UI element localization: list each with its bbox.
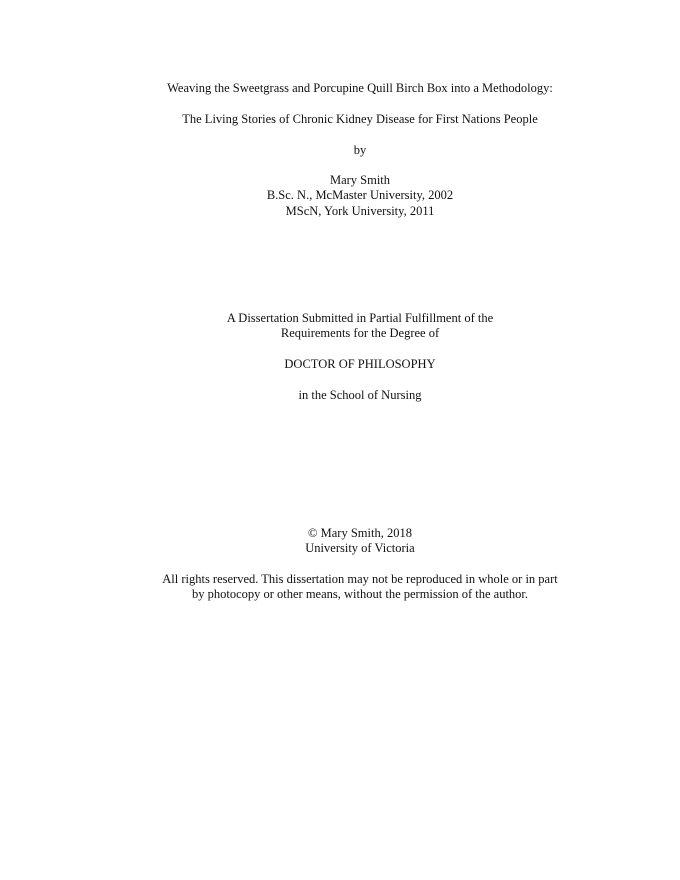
- prior-degree-1: B.Sc. N., McMaster University, 2002: [266, 188, 454, 202]
- author-name: Mary Smith: [329, 173, 391, 187]
- submission-line-2: Requirements for the Degree of: [280, 326, 440, 340]
- copyright-line: © Mary Smith, 2018: [308, 526, 412, 540]
- title-line-2: The Living Stories of Chronic Kidney Disease for First Nations People: [182, 112, 538, 126]
- university-name: University of Victoria: [305, 541, 415, 555]
- by-label: by: [353, 143, 367, 157]
- rights-line-2: by photocopy or other means, without the permission of the author.: [191, 587, 529, 601]
- prior-degree-2: MScN, York University, 2011: [285, 204, 435, 218]
- rights-line-1: All rights reserved. This dissertation may not be reproduced in whole or in part: [162, 572, 558, 586]
- school-name: in the School of Nursing: [298, 388, 422, 402]
- submission-line-1: A Dissertation Submitted in Partial Fulfillment of the: [226, 311, 494, 325]
- degree-name: DOCTOR OF PHILOSOPHY: [284, 357, 436, 371]
- title-line-1: Weaving the Sweetgrass and Porcupine Quill Birch Box into a Methodology:: [167, 81, 553, 95]
